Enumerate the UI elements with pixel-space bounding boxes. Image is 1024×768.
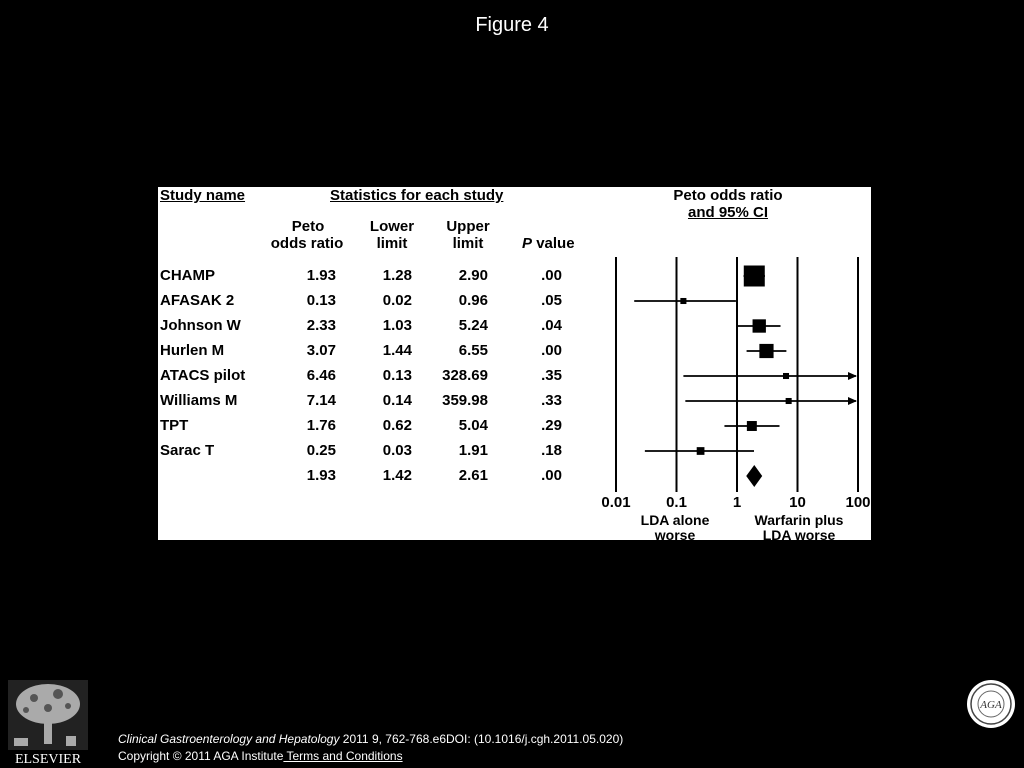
header-p-value: [522, 235, 575, 252]
header-peto-or-line2: odds ratio: [270, 235, 344, 252]
study-p-value: .35: [541, 367, 562, 384]
header-peto-or-line1: Peto: [291, 218, 325, 235]
study-p-value: .00: [541, 342, 562, 359]
point-estimate: [783, 373, 789, 379]
axis-right-label-line1: Warfarin plus: [754, 512, 844, 528]
study-or: 0.13: [306, 292, 336, 309]
summary-upper: 2.61: [458, 467, 488, 484]
summary-p-value: .00: [541, 467, 562, 484]
header-lower-line2: limit: [376, 235, 408, 252]
point-estimate: [753, 319, 766, 332]
study-name: TPT: [160, 417, 189, 434]
point-estimate: [786, 398, 792, 404]
elsevier-wordmark: ELSEVIER: [14, 752, 82, 765]
study-lower: 1.28: [382, 267, 412, 284]
point-estimate: [697, 447, 705, 455]
study-or: 1.76: [306, 417, 336, 434]
journal-name: Clinical Gastroenterology and Hepatology: [118, 732, 340, 746]
study-upper: 5.24: [458, 317, 488, 334]
copyright-text: Copyright © 2011 AGA Institute: [118, 749, 284, 763]
aga-seal-logo: [966, 679, 1016, 729]
point-estimate: [680, 298, 686, 304]
summary-or: 1.93: [306, 467, 336, 484]
study-name: Sarac T: [160, 442, 215, 459]
terms-link[interactable]: Terms and Conditions: [283, 749, 403, 763]
forest-plot-figure: [158, 187, 871, 540]
study-upper: 1.91: [458, 442, 488, 459]
study-lower: 0.02: [382, 292, 412, 309]
header-forest-line2: and 95% CI: [687, 204, 769, 221]
x-tick-label: 0.01: [601, 494, 631, 511]
study-name: Williams M: [160, 392, 238, 409]
x-tick-label: 0.1: [666, 494, 687, 511]
study-or: 1.93: [306, 267, 336, 284]
citation-footer: [118, 731, 623, 765]
study-upper: 2.90: [458, 267, 488, 284]
study-upper: 359.98: [442, 392, 488, 409]
slide-title: Figure 4: [475, 14, 549, 36]
point-estimate: [747, 421, 757, 431]
axis-left-label-line2: worse: [654, 527, 696, 540]
point-estimate: [744, 266, 765, 287]
study-name: Johnson W: [160, 317, 241, 334]
study-p-value: .04: [541, 317, 562, 334]
study-p-value: .18: [541, 442, 562, 459]
header-statistics: Statistics for each study: [330, 187, 504, 204]
axis-right-label-line2: LDA worse: [762, 527, 836, 540]
study-name: AFASAK 2: [160, 292, 235, 309]
axis-left-label-line1: LDA alone: [640, 512, 710, 528]
study-upper: 6.55: [458, 342, 488, 359]
study-name: ATACS pilot: [160, 367, 246, 384]
point-estimate: [759, 344, 773, 358]
study-lower: 0.13: [382, 367, 412, 384]
header-upper-line1: Upper: [446, 218, 490, 235]
study-lower: 1.03: [382, 317, 412, 334]
study-or: 2.33: [306, 317, 336, 334]
header-study-name: Study name: [160, 187, 246, 204]
aga-seal-text: AGA: [980, 699, 1002, 711]
citation-text: 2011 9, 762-768.e6DOI: (10.1016/j.cgh.2011.05.020): [339, 732, 624, 746]
header-p-italic: P: [522, 235, 533, 252]
summary-diamond: [746, 465, 762, 487]
ci-arrow: [848, 397, 857, 405]
header-forest-line1: Peto odds ratio: [673, 187, 783, 204]
study-lower: 0.03: [382, 442, 412, 459]
study-or: 0.25: [306, 442, 336, 459]
study-p-value: .29: [541, 417, 562, 434]
study-name: CHAMP: [160, 267, 215, 284]
study-upper: 328.69: [442, 367, 488, 384]
header-lower-line1: Lower: [369, 218, 415, 235]
study-lower: 1.44: [382, 342, 412, 359]
citation-line: [118, 731, 623, 748]
x-tick-label: 100: [845, 494, 871, 511]
study-p-value: .00: [541, 267, 562, 284]
header-upper-line2: limit: [452, 235, 484, 252]
study-lower: 0.14: [382, 392, 412, 409]
elsevier-logo: [8, 680, 88, 765]
x-tick-label: 10: [789, 494, 806, 511]
study-p-value: .33: [541, 392, 562, 409]
study-name: Hurlen M: [160, 342, 225, 359]
forest-plot-svg: [158, 187, 871, 540]
study-upper: 0.96: [458, 292, 488, 309]
copyright-line: [118, 748, 623, 765]
study-or: 7.14: [306, 392, 336, 409]
study-or: 6.46: [306, 367, 336, 384]
study-lower: 0.62: [382, 417, 412, 434]
summary-lower: 1.42: [382, 467, 412, 484]
study-p-value: .05: [541, 292, 562, 309]
x-tick-label: 1: [732, 494, 742, 511]
study-or: 3.07: [306, 342, 336, 359]
ci-arrow: [848, 372, 857, 380]
study-upper: 5.04: [458, 417, 488, 434]
header-p-value-text: value: [536, 235, 575, 252]
